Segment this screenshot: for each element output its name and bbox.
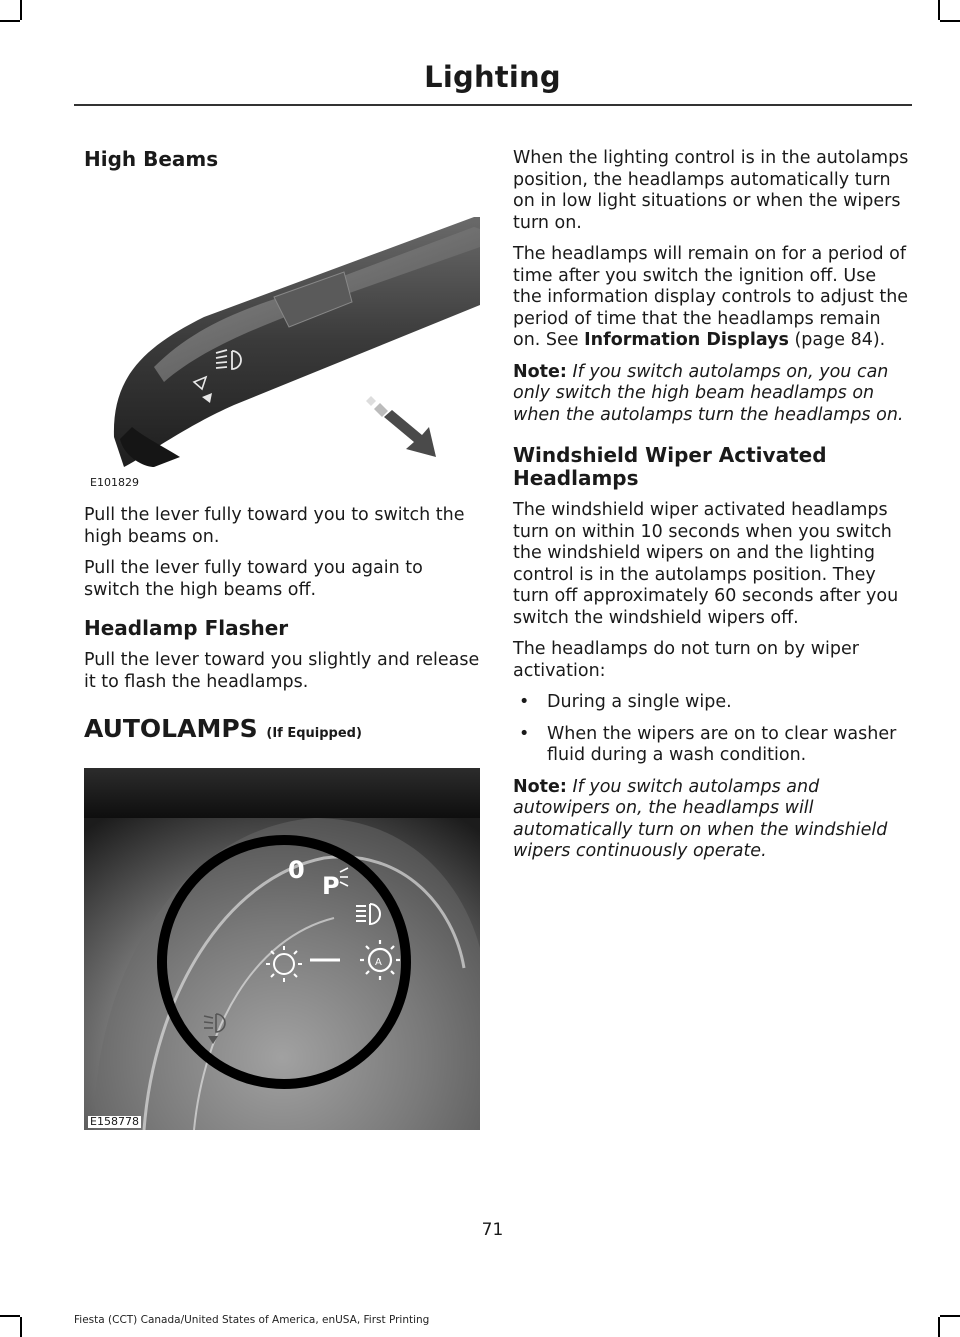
page-title: Lighting	[424, 60, 561, 94]
high-beams-paragraph-2: Pull the lever fully toward you again to switch the high beams off.	[84, 558, 423, 600]
autolamps-paragraph-2	[513, 244, 909, 352]
right-column	[513, 148, 909, 873]
list-item: • During a single wipe.	[513, 692, 909, 714]
headlamp-flasher-heading: Headlamp Flasher	[84, 616, 289, 640]
crop-mark-bottom-left	[20, 1317, 22, 1337]
crop-mark-top-left	[20, 0, 22, 20]
crop-mark-bottom-right	[938, 1317, 940, 1337]
svg-text:A: A	[375, 957, 382, 968]
off-position-label: 0	[288, 856, 305, 884]
wiper-headlamps-heading: Windshield Wiper Activated Headlamps	[513, 443, 827, 490]
autolamps-paragraph-1: When the lighting control is in the autolamps position, the headlamps automatically turn on in low light situations or when the wipers turn on.	[513, 148, 909, 233]
header-rule	[74, 104, 912, 106]
note-2	[513, 777, 909, 863]
note-label: Note:	[513, 361, 567, 382]
left-column	[84, 148, 480, 1130]
autolamps-paragraph-2-text: The headlamps will remain on for a period of time after you switch the ignition off. Use the information display controls to adjust the period of time that the headlamps remain on. See	[513, 244, 909, 350]
high-beams-heading: High Beams	[84, 147, 219, 171]
high-beam-lever-figure	[84, 177, 480, 491]
note-1	[513, 362, 909, 427]
note-text: If you switch autolamps and autowipers on, the headlamps will automatically turn on when the windshield wipers continuously operate.	[513, 776, 888, 861]
headlamp-flasher-paragraph: Pull the lever toward you slightly and release it to flash the headlamps.	[84, 650, 480, 692]
note-label: Note:	[513, 776, 567, 797]
autolamps-heading	[84, 715, 480, 748]
crop-mark-top-right-h	[940, 20, 960, 22]
autolamps-heading-text: AUTOLAMPS	[84, 714, 258, 743]
crop-mark-bottom-left-h	[0, 1315, 20, 1317]
note-text: If you switch autolamps on, you can only switch the high beam headlamps on when the autolamps turn the headlamps on.	[513, 361, 904, 425]
dial-illustration	[84, 768, 480, 1130]
autolamps-dial-figure	[84, 768, 480, 1130]
crop-mark-bottom-right-h	[940, 1315, 960, 1317]
page-number: 71	[481, 1220, 504, 1240]
figure-code: E101829	[90, 476, 139, 489]
wiper-paragraph-1: The windshield wiper activated headlamps turn on within 10 seconds when you switch the windshield wipers on and the lighting control is in the autolamps position. They turn off approximately 60 seconds after you switch the windshield wipers off.	[513, 500, 899, 628]
dial-top-band	[84, 768, 480, 818]
figure-code: E158778	[90, 1115, 139, 1128]
wiper-paragraph-2: The headlamps do not turn on by wiper activation:	[513, 639, 859, 681]
page-reference: (page 84).	[788, 330, 886, 350]
lever-illustration	[84, 177, 480, 491]
information-displays-link[interactable]: Information Displays	[584, 330, 789, 350]
wiper-bullet-list	[513, 692, 909, 767]
crop-mark-top-right	[938, 0, 940, 20]
footer-text: Fiesta (CCT) Canada/United States of America, enUSA, First Printing	[74, 1314, 430, 1326]
list-item: • When the wipers are on to clear washer fluid during a wash condition.	[513, 724, 909, 767]
high-beams-paragraph-1: Pull the lever fully toward you to switch the high beams on.	[84, 505, 465, 547]
autolamps-qualifier: (If Equipped)	[266, 726, 362, 741]
svg-text:P: P	[322, 872, 340, 900]
pull-direction-arrow-icon	[366, 396, 436, 457]
crop-mark-top-left-h	[0, 20, 20, 22]
